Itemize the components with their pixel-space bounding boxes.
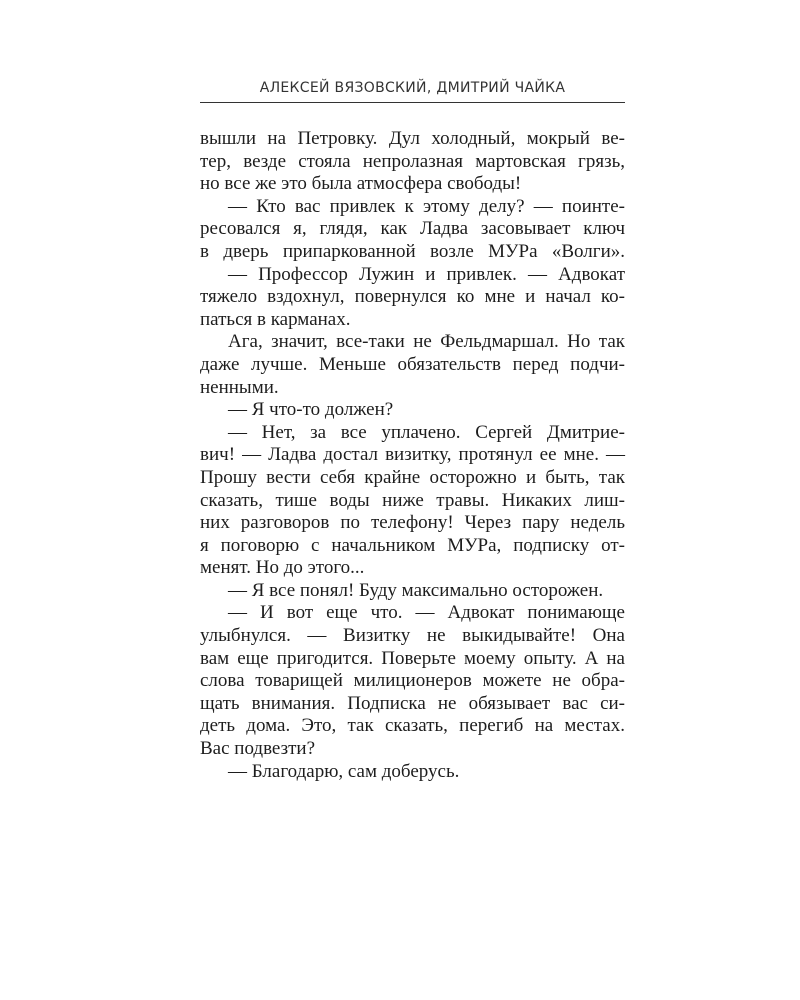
text-line: менят. Но до этого...: [200, 557, 365, 579]
text-line: Ага, значит, все-таки не Фельдмаршал. Но так: [228, 331, 625, 353]
text-line: ресовался я, глядя, как Ладва засовывает ключ: [200, 218, 625, 240]
text-line: вышли на Петровку. Дул холодный, мокрый ве-: [200, 128, 625, 149]
running-head: АЛЕКСЕЙ ВЯЗОВСКИЙ, ДМИТРИЙ ЧАЙКА: [259, 80, 566, 96]
text-line: слова товарищей милиционеров можете не обра-: [200, 670, 625, 692]
text-line: в дверь припаркованной возле МУРа «Волги».: [200, 240, 625, 262]
text-line: даже лучше. Меньше обязательств перед подчи-: [200, 353, 625, 375]
text-line: — Нет, за все уплачено. Сергей Дмитрие-: [228, 421, 625, 443]
text-line: тяжело вздохнул, повернулся ко мне и начал ко-: [200, 286, 625, 308]
text-line: — Благодарю, сам доберусь.: [228, 760, 460, 782]
text-line: ненными.: [200, 376, 279, 398]
body-text: [200, 128, 625, 783]
text-line: — Я что-то должен?: [228, 399, 394, 421]
text-line: Вас подвезти?: [200, 738, 316, 760]
text-line: сказать, тише воды ниже травы. Никаких лиш-: [200, 489, 625, 511]
text-line: — Профессор Лужин и привлек. — Адвокат: [228, 263, 625, 285]
text-line: я поговорю с начальником МУРа, подписку от-: [200, 534, 625, 556]
text-line: вич! — Ладва достал визитку, протянул ее мне. —: [200, 444, 625, 466]
text-line: паться в карманах.: [200, 308, 351, 330]
text-line: них разговоров по телефону! Через пару недель: [200, 512, 625, 534]
text-line: но все же это была атмосфера свободы!: [200, 173, 522, 195]
header-rule: [200, 102, 625, 103]
text-line: щать внимания. Подписка не обязывает вас си-: [200, 692, 625, 714]
text-line: вам еще пригодится. Поверьте моему опыту. А на: [200, 647, 625, 669]
text-line: Прошу вести себя крайне осторожно и быть, так: [200, 466, 625, 488]
text-line: — Я все понял! Буду максимально осторожен.: [228, 579, 604, 601]
text-line: — И вот еще что. — Адвокат понимающе: [228, 602, 625, 624]
text-line: деть дома. Это, так сказать, перегиб на местах.: [200, 715, 625, 737]
text-line: тер, везде стояла непролазная мартовская грязь,: [200, 150, 625, 172]
text-line: — Кто вас привлек к этому делу? — поинте-: [228, 195, 625, 217]
text-line: улыбнулся. — Визитку не выкидывайте! Она: [200, 625, 625, 647]
